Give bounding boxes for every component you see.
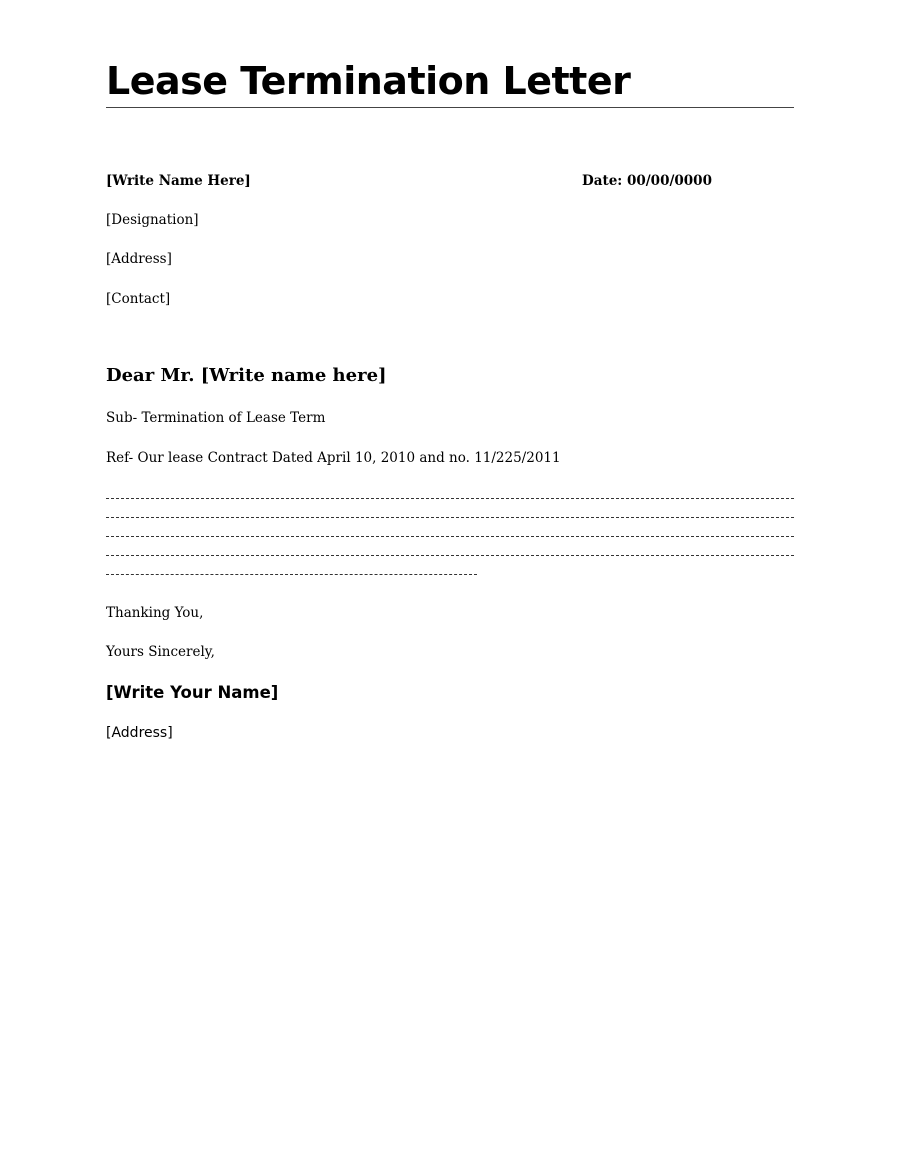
- sender-designation: [Designation]: [106, 212, 199, 228]
- subject-line: Sub- Termination of Lease Term: [106, 410, 326, 426]
- placeholder-dash-line: [106, 490, 794, 509]
- sender-name: [Write Name Here]: [106, 173, 251, 189]
- body-placeholder: [106, 490, 794, 585]
- placeholder-dash-line: [106, 509, 794, 528]
- reference-line: Ref- Our lease Contract Dated April 10, 2010 and no. 11/225/2011: [106, 450, 561, 466]
- title-underline: [106, 107, 794, 108]
- signer-address: [Address]: [106, 725, 173, 741]
- placeholder-dash-line: [106, 566, 477, 585]
- salutation: Dear Mr. [Write name here]: [106, 365, 387, 386]
- sign-off: Yours Sincerely,: [106, 644, 215, 660]
- sender-contact: [Contact]: [106, 291, 171, 307]
- placeholder-dash-line: [106, 528, 794, 547]
- placeholder-dash-line: [106, 547, 794, 566]
- letter-date: Date: 00/00/0000: [582, 173, 712, 189]
- signer-name: [Write Your Name]: [106, 683, 279, 702]
- sender-address: [Address]: [106, 251, 172, 267]
- document-title: Lease Termination Letter: [106, 59, 631, 103]
- thanks-line: Thanking You,: [106, 605, 204, 621]
